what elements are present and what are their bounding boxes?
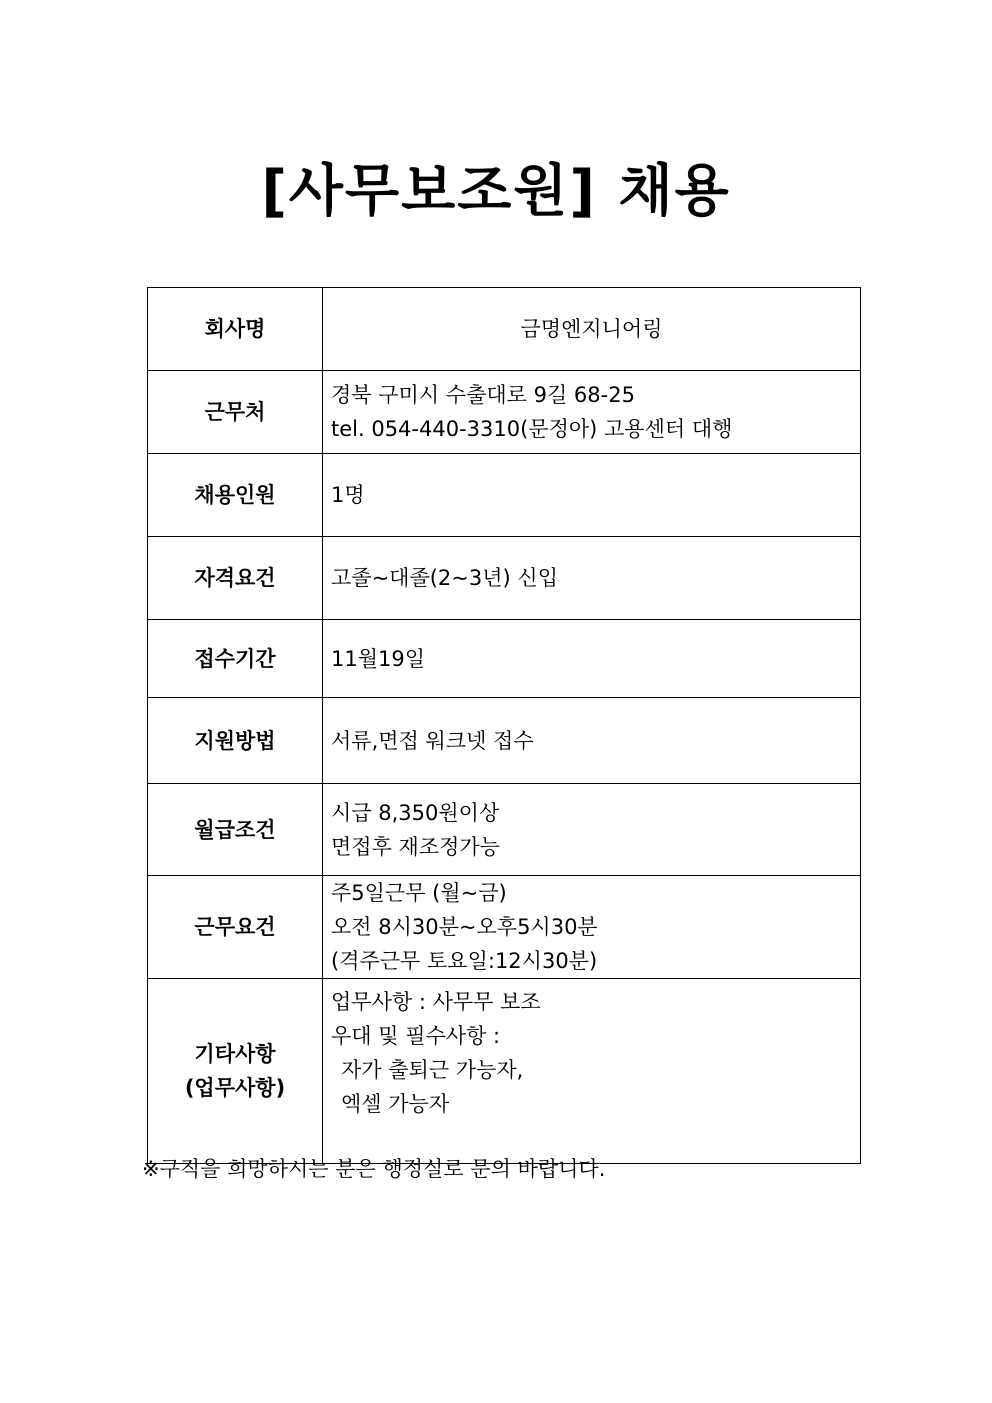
table-row-conditions bbox=[148, 876, 861, 979]
conditions-line-2: 오전 8시30분~오후5시30분 bbox=[331, 915, 598, 939]
salary-label: 월급조건 bbox=[148, 784, 323, 876]
workplace-label: 근무처 bbox=[148, 371, 323, 454]
headcount-value: 1명 bbox=[323, 454, 861, 537]
workplace-value bbox=[323, 371, 861, 454]
table-row-headcount bbox=[148, 454, 861, 537]
workplace-address: 경북 구미시 수출대로 9길 68-25 bbox=[331, 383, 635, 407]
salary-line-2: 면접후 재조정가능 bbox=[331, 834, 500, 859]
salary-value bbox=[323, 784, 861, 876]
table-row-salary bbox=[148, 784, 861, 876]
salary-line-1: 시급 8,350원이상 bbox=[331, 800, 500, 825]
period-label: 접수기간 bbox=[148, 620, 323, 698]
conditions-line-1: 주5일근무 (월~금) bbox=[331, 881, 507, 905]
table-row-qualification bbox=[148, 537, 861, 620]
other-label bbox=[148, 979, 323, 1164]
other-value bbox=[323, 979, 861, 1164]
company-value: 금명엔지니어링 bbox=[323, 288, 861, 371]
table-row-workplace bbox=[148, 371, 861, 454]
other-label-line-2: (업무사항) bbox=[184, 1076, 286, 1100]
other-line-1: 업무사항 : 사무무 보조 bbox=[331, 990, 541, 1014]
job-info-table bbox=[147, 287, 861, 1164]
conditions-label: 근무요건 bbox=[148, 876, 323, 979]
footnote: ※구직을 희망하시는 분은 행정실로 문의 바랍니다. bbox=[142, 1157, 606, 1181]
page-title: [사무보조원] 채용 bbox=[261, 159, 731, 224]
table-row-other bbox=[148, 979, 861, 1164]
other-line-4: 엑셀 가능자 bbox=[341, 1092, 450, 1116]
workplace-phone: tel. 054-440-3310(문정아) 고용센터 대행 bbox=[331, 417, 733, 441]
conditions-line-3: (격주근무 토요일:12시30분) bbox=[331, 949, 598, 973]
qualification-value: 고졸~대졸(2~3년) 신입 bbox=[323, 537, 861, 620]
other-label-line-1: 기타사항 bbox=[194, 1042, 276, 1066]
other-line-3: 자가 출퇴근 가능자, bbox=[341, 1058, 524, 1082]
other-line-2: 우대 및 필수사항 : bbox=[331, 1024, 501, 1048]
headcount-label: 채용인원 bbox=[148, 454, 323, 537]
conditions-value bbox=[323, 876, 861, 979]
table-row-company bbox=[148, 288, 861, 371]
table-row-period bbox=[148, 620, 861, 698]
method-value: 서류,면접 워크넷 접수 bbox=[323, 698, 861, 784]
company-label: 회사명 bbox=[148, 288, 323, 371]
qualification-label: 자격요건 bbox=[148, 537, 323, 620]
period-value: 11월19일 bbox=[323, 620, 861, 698]
method-label: 지원방법 bbox=[148, 698, 323, 784]
table-row-method bbox=[148, 698, 861, 784]
